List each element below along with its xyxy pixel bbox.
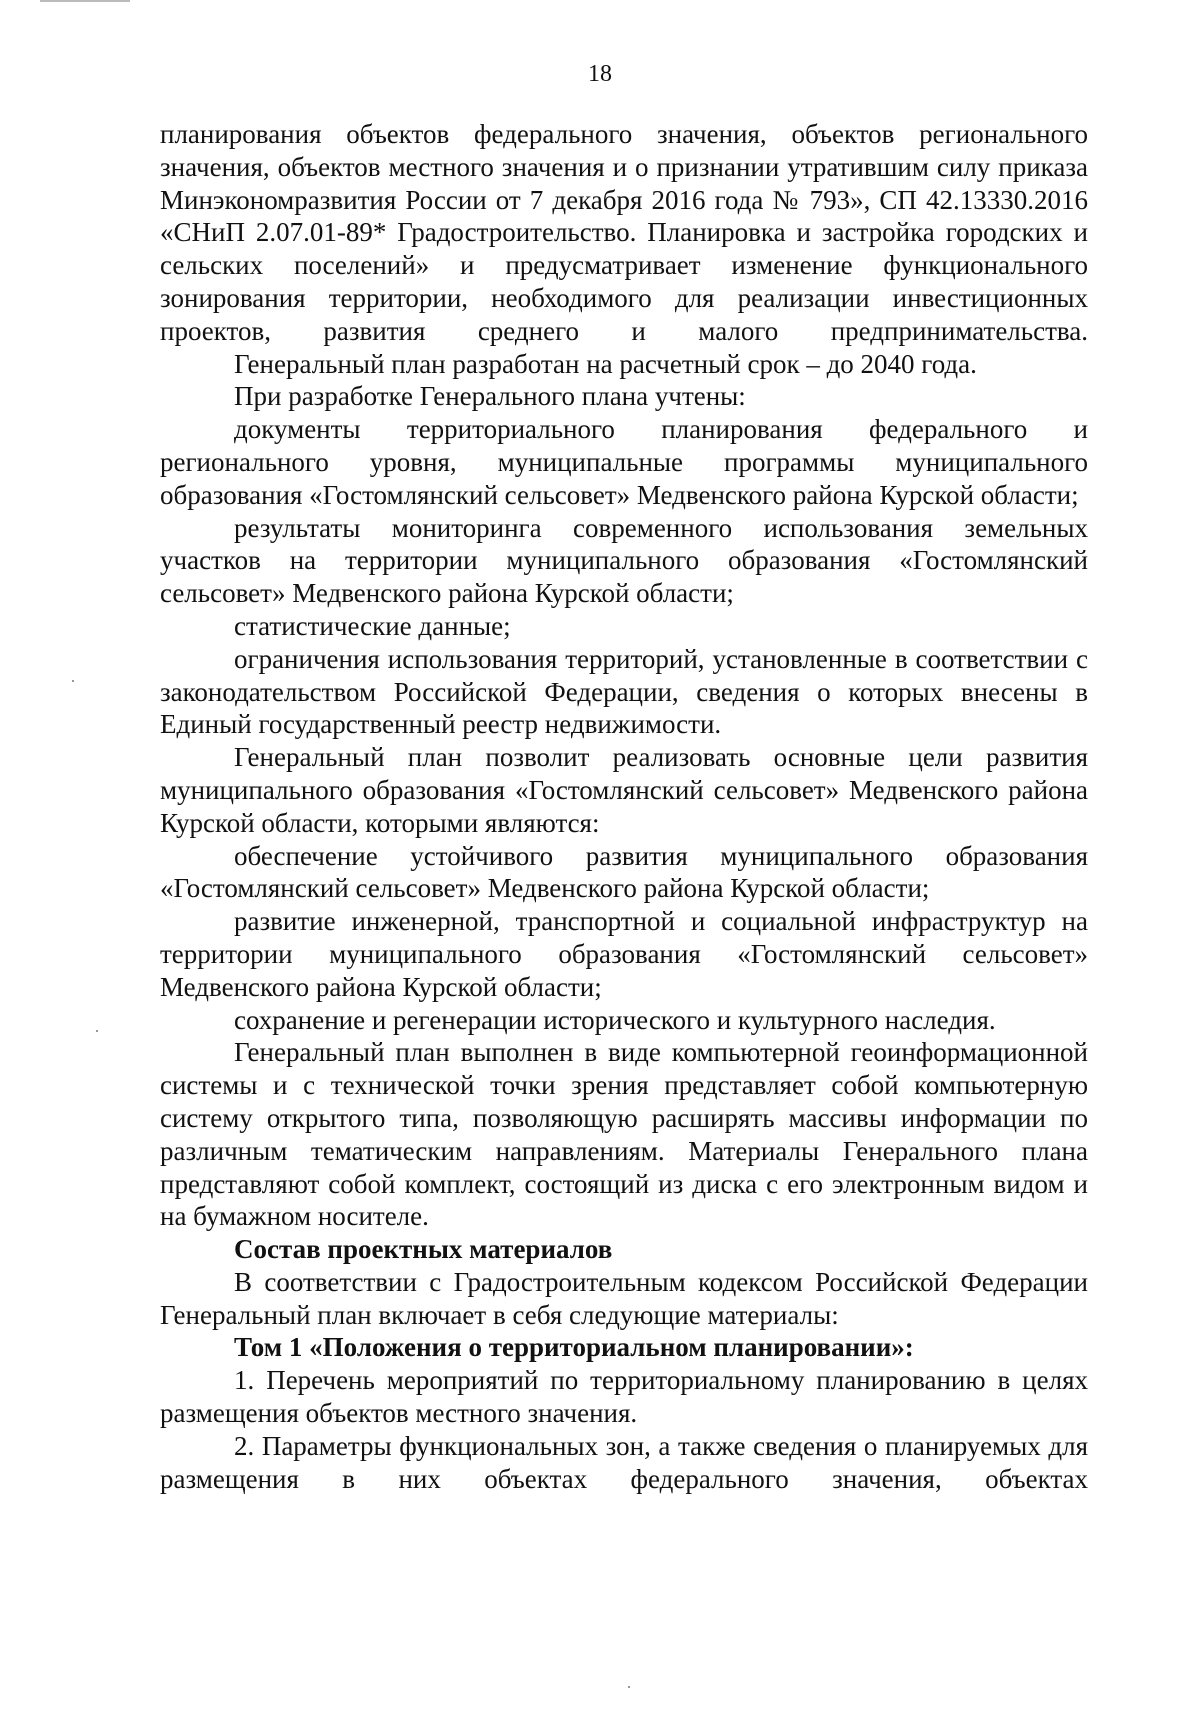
- list-item-measures: 1. Перечень мероприятий по территориальному планированию в целях размещения объектов местного значения.: [160, 1365, 1088, 1429]
- scan-artifact: [40, 0, 130, 2]
- list-item-monitoring-results: результаты мониторинга современного использования земельных участков на территории муниципального образования «Гостомлянский сельсовет» Медвенского района Курской области;: [160, 512, 1088, 609]
- page-number: 18: [588, 61, 612, 87]
- paragraph-gis-description: Генеральный план выполнен в виде компьютерной геоинформационной системы и с технической точки зрения представляет собой компьютерную систему открытого типа, позволяющую расширять массивы информации по различным тематическим направлениям. Материалы Генерального плана представляют собой комплект, состоящий из диска с его электронным видом и на бумажном носителе.: [160, 1037, 1088, 1232]
- paragraph-plan-term: Генеральный план разработан на расчетный срок – до 2040 года.: [234, 348, 977, 379]
- section-heading-materials: Состав проектных материалов: [234, 1234, 613, 1265]
- paragraph-materials-intro: В соответствии с Градостроительным кодексом Российской Федерации Генеральный план включает в себя следующие материалы:: [160, 1266, 1088, 1330]
- list-item-goal-infrastructure: развитие инженерной, транспортной и социальной инфраструктур на территории муниципального образования «Гостомлянский сельсовет» Медвенского района Курской области;: [160, 906, 1088, 1002]
- scan-artifact: [96, 1030, 98, 1032]
- list-item-statistics: статистические данные;: [234, 610, 511, 641]
- list-item-planning-documents: документы территориального планирования федерального и регионального уровня, муниципальные программы муниципального образования «Гостомлянский сельсовет» Медвенского района Курской области;: [160, 414, 1088, 510]
- list-item-restrictions: ограничения использования территорий, установленные в соответствии с законодательством Российской Федерации, сведения о которых внесены в Единый государственный реестр недвижимости.: [160, 643, 1088, 740]
- paragraph-goals-intro: Генеральный план позволит реализовать основные цели развития муниципального образования «Гостомлянский сельсовет» Медвенского района Курской области, которыми являются:: [160, 742, 1088, 838]
- volume-heading: Том 1 «Положения о территориальном планировании»:: [234, 1332, 914, 1363]
- list-item-goal-sustainable: обеспечение устойчивого развития муниципального образования «Гостомлянский сельсовет» Медвенского района Курской области;: [160, 840, 1088, 904]
- scan-artifact: [72, 680, 74, 682]
- list-item-zone-parameters: 2. Параметры функциональных зон, а также сведения о планируемых для размещения в них объектах федерального значения, объектах: [160, 1430, 1088, 1494]
- scan-artifact: [628, 1686, 630, 1688]
- paragraph-considered-intro: При разработке Генерального плана учтены:: [234, 381, 746, 412]
- list-item-goal-heritage: сохранение и регенерации исторического и культурного наследия.: [234, 1004, 996, 1035]
- paragraph-continuation: планирования объектов федерального значения, объектов регионального значения, объектов местного значения и о признании утратившим силу приказа Минэкономразвития России от 7 декабря 2016 года № 793», СП 42.13330.2016 «СНиП 2.07.01-89* Градостроительство. Планировка и застройка городских и сельских поселений» и предусматривает изменение функционального зонирования территории, необходимого для реализации инвестиционных проектов, развития среднего и малого предпринимательства.: [160, 119, 1088, 346]
- body-text: [160, 118, 1088, 1495]
